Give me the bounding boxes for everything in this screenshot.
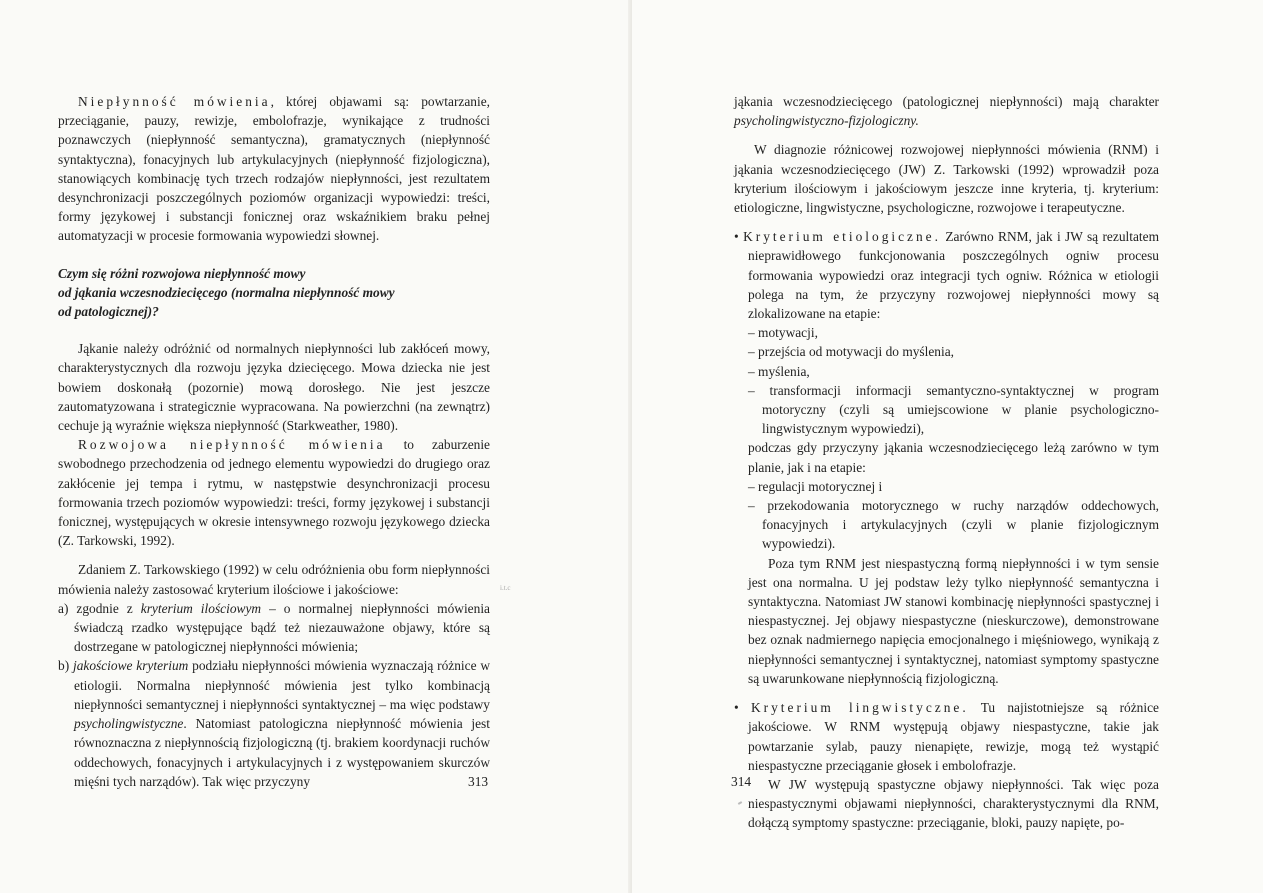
section-heading: Czym się różni rozwojowa niepłynność mowy od jąkania wczesnodziecięcego (normalna niepłynność mowy od patologicznej)?: [58, 265, 395, 320]
etiology-paragraph-2: Poza tym RNM jest niespastyczną formą niepłynności i w tym sensie jest ona normalna. U jej podstaw leży tylko niepłynność semantyczna i syntaktyczna. Natomiast JW stanowi kombinację niepłynności spastycznej i niespastycznej. Jej objawy niespastyczne (nieskurczowe), demonstrowane bez oznak nadmiernego napięcia emocjonalnego i mięśniowego, wynikają z niepłynności semantycznej i syntaktycznej, natomiast symptomy spastyczne są uwarunkowane niepłynnością fizjologiczną.: [748, 555, 1159, 686]
page-number-left: 313: [468, 774, 489, 789]
term-rozwojowa-niepłynność: Rozwojowa niepłynność mówienia: [78, 437, 386, 453]
list-item-b: b) jakościowe kryterium podziału niepłynności mówienia wyznaczają różnice w etiologii. Normalna niepłynność mówienia jest tylko kombinacją niepłynności semantycznej i niepłynności syntaktycznej – ma więc podstawy psycholingwistyczne. Natomiast patologiczna niepłynność mówienia jest równoznaczna z niepłynnością fizjologiczną (tj. brakiem koordynacji ruchów oddechowych, fonacyjnych i artykulacyjnych i z występowaniem skurczów mięśni tych narządów). Tak więc przyczyny: [58, 658, 490, 789]
left-paragraph-4: Zdaniem Z. Tarkowskiego (1992) w celu odróżnienia obu form niepłynności mówienia należy zastosować kryterium ilościowe i jakościowe:: [58, 562, 490, 597]
page-number-right: 314: [731, 774, 752, 789]
list-item: – przejścia od motywacji do myślenia,: [748, 344, 955, 360]
list-item: – przekodowania motorycznego w ruchy narządów oddechowych, fonacyjnych i artykulacyjnych (czyli w planie fizjologicznym wypowiedzi).: [748, 498, 1159, 552]
bullet-icon: •: [734, 700, 739, 716]
margin-note: i.t.c: [500, 584, 511, 592]
right-paragraph-2: W diagnozie różnicowej rozwojowej niepłynności mówienia (RNM) i jąkania wczesnodziecięcego (JW) Z. Tarkowski (1992) wprowadził poza kryterium ilościowym i jakościowym jeszcze inne kryteria, tj. kryterium: etiologiczne, lingwistyczne, psychologiczne, rozwojowe i terapeutyczne.: [734, 142, 1159, 216]
list-item: – motywacji,: [748, 325, 818, 341]
etiology-list: [734, 323, 1159, 688]
bullet-etiology: • Kryterium etiologiczne. Zarówno RNM, jak i JW są rezultatem nieprawidłowego funkcjonowania poszczególnych ogniw procesu formowania wypowiedzi oraz integracji tych ogniw. Różnica w etiologii polega na tym, że przyczyny rozwojowej niepłynności mowy są zlokalizowane na etapie:: [734, 229, 1159, 322]
list-item: – transformacji informacji semantyczno-syntaktycznej w program motoryczny (czyli są umiejscowione w planie psychologiczno-lingwistycznym wypowiedzi),: [748, 382, 1159, 437]
bullet-linguistic: • Kryterium lingwistyczne. Tu najistotniejsze są różnice jakościowe. W RNM występują objawy niespastyczne, takie jak powtarzanie sylab, pauzy nienapięte, rewizje, mogą też wystąpić niespastyczne przeciąganie głosek i embolofrazje.: [734, 700, 1159, 773]
left-paragraph-2: Jąkanie należy odróżnić od normalnych niepłynności lub zakłóceń mowy, charakterystycznych dla rozwoju języka dziecięcego. Mowa dziecka nie jest bowiem doskonałą (pozornie) mową dorosłego. Nie jest jeszcze zautomatyzowana i strategicznie wypracowana. Na powierzchni (na zewnątrz) cechuje ją wyraźnie większa niepłynność (Starkweather, 1980).: [58, 341, 490, 434]
right-paragraph-1: jąkania wczesnodziecięcego (patologicznej niepłynności) mają charakter psycholingwistyczno-fizjologiczny.: [734, 94, 1159, 129]
right-page: [632, 0, 1263, 893]
term-niepłynność-mówienia: Niepłynność mówienia: [78, 94, 271, 109]
left-paragraph-3: Rozwojowa niepłynność mówienia to zaburzenie swobodnego przechodzenia od jednego elementu wypowiedzi do drugiego oraz zakłócenie jej tempa i rytmu, w następstwie desynchronizacji procesu formowania trzech poziomów wypowiedzi: treści, formy językowej i substancji fonicznej, występujących w okresie intensywnego rozwoju językowego dziecka (Z. Tarkowski, 1992).: [58, 437, 490, 549]
list-item: – regulacji motorycznej i: [748, 478, 883, 494]
linguistic-paragraph-2: W JW występują spastyczne objawy niepłynności. Tak więc poza niespastycznymi objawami niepłynności, charakterystycznymi dla RNM, dołączą symptomy spastyczne: przeciąganie, bloki, pauzy napięte, po-: [748, 776, 1159, 831]
left-paragraph-1: Niepłynność mówienia, której objawami są: powtarzanie, przeciąganie, pauzy, rewizje, embolofrazje, wynikające z trudności poznawczych (niepłynność semantyczna), gramatycznych (niepłynność syntaktyczna), fonacyjnych lub artykulacyjnych (niepłynność fizjologiczna), stanowiących kombinację tych trzech rodzajów niepłynności, jest rezultatem desynchronizacji poszczególnych poziomów organizacji wypowiedzi: treści, formy językowej i substancji fonicznej oraz wskaźnikiem braku pełnej automatyzacji w procesie formowania wypowiedzi słownej.: [58, 94, 490, 244]
bullet-icon: •: [734, 229, 739, 245]
etiology-continuation: podczas gdy przyczyny jąkania wczesnodziecięcego leżą zarówno w tym planie, jak i na etapie:: [748, 440, 1159, 475]
list-item-a: a) zgodnie z kryterium ilościowym – o normalnej niepłynności mówienia świadczą rzadko występujące bądź też niezauważone objawy, które są dostrzegane w patologicznej niepłynności mówienia;: [58, 600, 490, 655]
list-item: – myślenia,: [748, 363, 810, 379]
